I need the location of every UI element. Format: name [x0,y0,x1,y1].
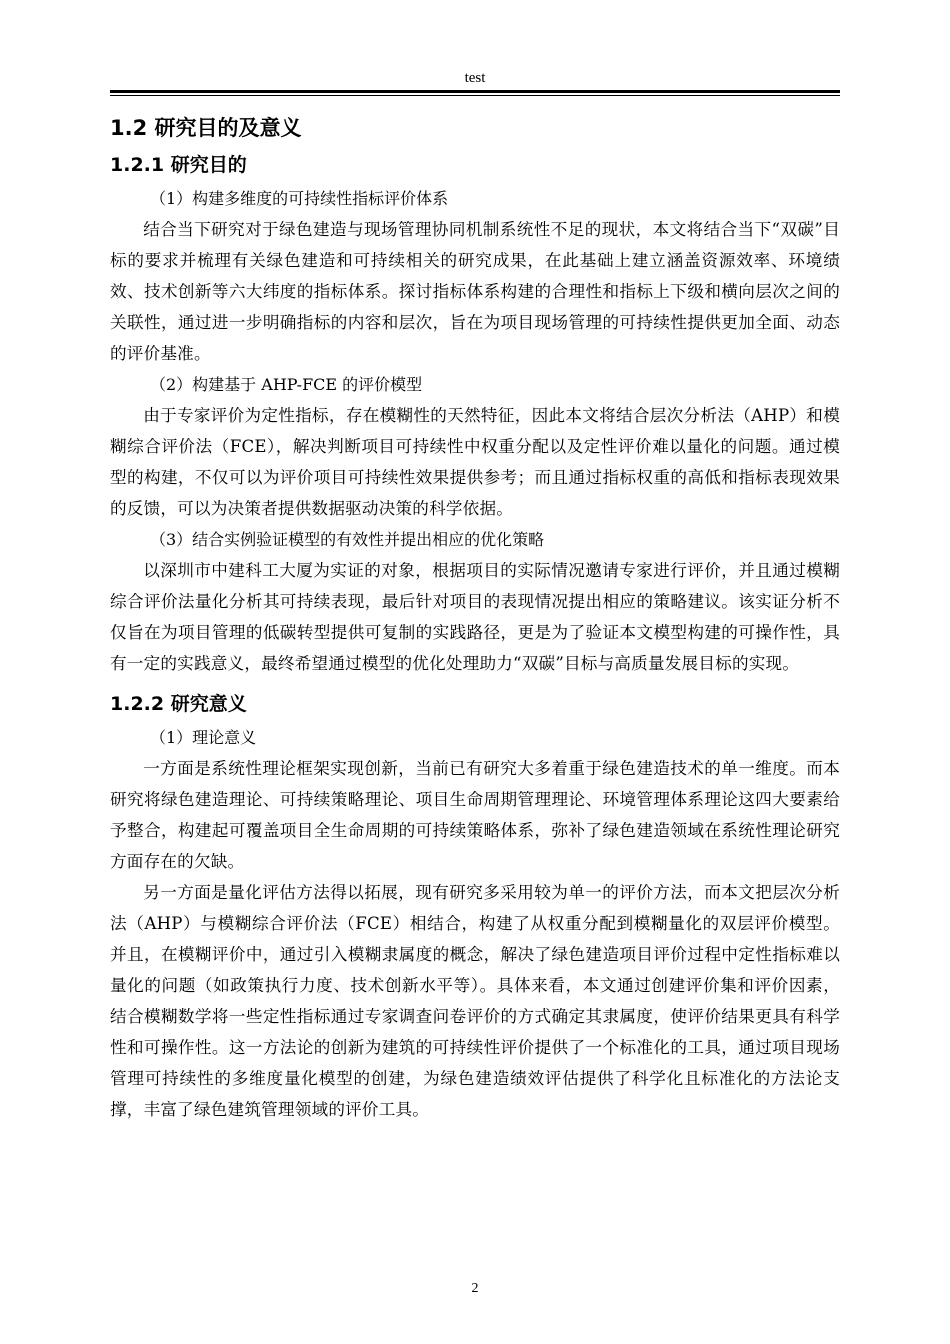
subsection-title-significance: 1.2.2 研究意义 [110,693,247,715]
significance-subheading: （1）理论意义 [150,728,257,747]
significance-paragraph-1: 一方面是系统性理论框架实现创新，当前已有研究大多着重于绿色建造技术的单一维度。而本研究将绿色建造理论、可持续策略理论、项目生命周期管理理论、环境管理体系理论这四大要素给予整合，构建起可覆盖项目全生命周期的可持续策略体系，弥补了绿色建造领域在系统性理论研究方面存在的欠缺。 [110,759,840,871]
purpose-item-heading-2: （2）构建基于 AHP-FCE 的评价模型 [150,375,423,394]
subsection-title-purpose: 1.2.1 研究目的 [110,154,247,176]
page-content [110,108,840,1125]
purpose-item-body-2: 由于专家评价为定性指标，存在模糊性的天然特征，因此本文将结合层次分析法（AHP）和模糊综合评价法（FCE），解决判断项目可持续性中权重分配以及定性评价难以量化的问题。通过模型的构建，不仅可以为评价项目可持续性效果提供参考；而且通过指标权重的高低和指标表现效果的反馈，可以为决策者提供数据驱动决策的科学依据。 [110,406,840,518]
running-header: test [464,70,486,86]
purpose-item-heading-3: （3）结合实例验证模型的有效性并提出相应的优化策略 [150,530,545,549]
purpose-item-body-1: 结合当下研究对于绿色建造与现场管理协同机制系统性不足的现状，本文将结合当下“双碳”目标的要求并梳理有关绿色建造和可持续相关的研究成果，在此基础上建立涵盖资源效率、环境绩效、技术创新等六大纬度的指标体系。探讨指标体系构建的合理性和指标上下级和横向层次之间的关联性，通过进一步明确指标的内容和层次，旨在为项目现场管理的可持续性提供更加全面、动态的评价基准。 [110,220,840,363]
page-number: 2 [471,1281,479,1296]
significance-paragraph-2: 另一方面是量化评估方法得以拓展，现有研究多采用较为单一的评价方法，而本文把层次分析法（AHP）与模糊综合评价法（FCE）相结合，构建了从权重分配到模糊量化的双层评价模型。并且，在模糊评价中，通过引入模糊隶属度的概念，解决了绿色建造项目评价过程中定性指标难以量化的问题（如政策执行力度、技术创新水平等）。具体来看，本文通过创建评价集和评价因素，结合模糊数学将一些定性指标通过专家调查问卷评价的方式确定其隶属度，使评价结果更具有科学性和可操作性。这一方法论的创新为建筑的可持续性评价提供了一个标准化的工具，通过项目现场管理可持续性的多维度量化模型的创建，为绿色建造绩效评估提供了科学化且标准化的方法论支撑，丰富了绿色建筑管理领域的评价工具。 [110,883,840,1119]
section-title: 1.2 研究目的及意义 [110,116,302,140]
purpose-item-heading-1: （1）构建多维度的可持续性指标评价体系 [150,189,449,208]
purpose-item-body-3: 以深圳市中建科工大厦为实证的对象，根据项目的实际情况邀请专家进行评价，并且通过模糊综合评价法量化分析其可持续表现，最后针对项目的表现情况提出相应的策略建议。该实证分析不仅旨在为项目管理的低碳转型提供可复制的实践路径，更是为了验证本文模型构建的可操作性，具有一定的实践意义，最终希望通过模型的优化处理助力“双碳”目标与高质量发展目标的实现。 [110,561,840,673]
header-rule-thick [110,90,840,93]
header-rule-thin [110,95,840,96]
